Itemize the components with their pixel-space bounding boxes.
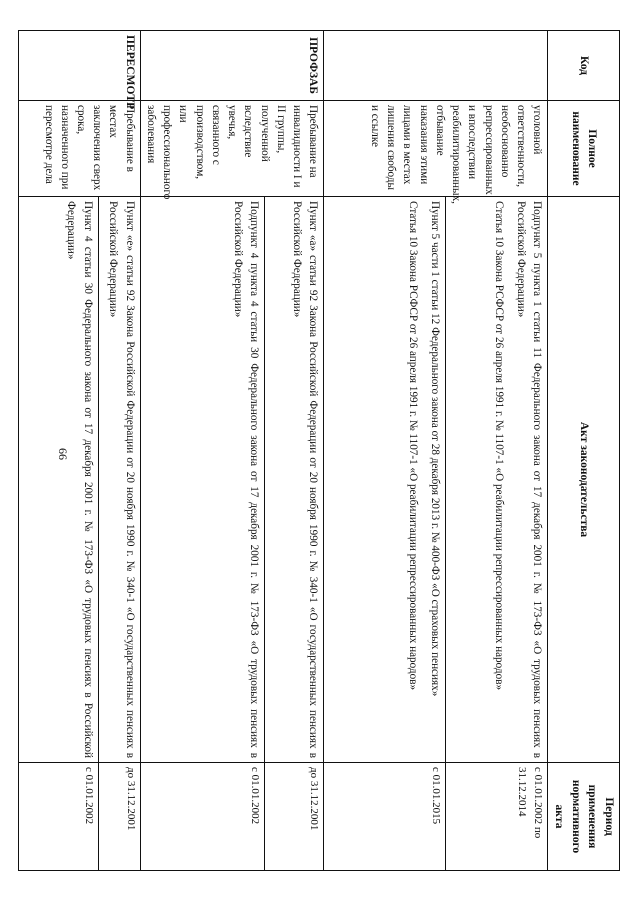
legislation-table <box>18 30 620 871</box>
page-number: 66 <box>56 448 70 460</box>
table-row <box>264 31 323 871</box>
row-legislation-act <box>324 197 446 763</box>
row-legislation-act <box>264 197 323 763</box>
row-period: с 01.01.2015 <box>324 763 446 871</box>
row-period: с 01.01.2002 <box>140 763 264 871</box>
row-code <box>324 31 548 101</box>
row-legislation-act <box>446 197 548 763</box>
row-code: ПРОФЗАБ <box>140 31 324 101</box>
header-full-name: Полное наименование <box>548 101 620 197</box>
act-paragraph: Пункт 4 статьи 30 Федерального закона от 17 декабря 2001 г. № 173-ФЗ «О трудовых пенсиях в Российской Федерации» <box>65 201 94 758</box>
row-period: до 31.12.2001 <box>264 763 323 871</box>
header-code: Код <box>548 31 620 101</box>
row-period: с 01.01.2002 по 31.12.2014 <box>446 763 548 871</box>
act-paragraph: Пункт 5 части 1 статьи 12 Федерального закона от 28 декабря 2013 г. № 400-ФЗ «О страховых пенсиях» <box>429 201 442 697</box>
act-paragraph: Подпункт 5 пункта 1 статьи 11 Федерального закона от 17 декабря 2001 г. № 173-ФЗ «О трудовых пенсиях в Российской Федерации» <box>515 201 544 758</box>
row-period: до 31.12.2001 <box>98 763 140 871</box>
table-header-row <box>548 31 620 871</box>
row-full-name: уголовной ответственности, необоснованно репрессированных и впоследствии реабилитированных, отбывание наказания этими лицами в местах лишения свободы и ссылке <box>324 101 548 197</box>
header-application-period: Период применения нормативного акта <box>548 763 620 871</box>
row-full-name: Пребывание на инвалидности I и II группы, полученной вследствие увечья, связанного с производством, или профессионального заболевания <box>140 101 324 197</box>
table-row <box>446 31 548 871</box>
row-full-name: Пребывание в местах заключения сверх срока, назначенного при пересмотре дела <box>18 101 140 197</box>
act-paragraph: Пункт «а» статьи 92 Закона Российской Федерации от 20 ноября 1990 г. № 340-1 «О государственных пенсиях в Российской Федерации» <box>291 201 320 758</box>
act-paragraph: Статья 10 Закона РСФСР от 26 апреля 1991 г. № 1107-1 «О реабилитации репрессированных народов» <box>492 201 505 691</box>
act-paragraph: Подпункт 4 пункта 4 статьи 30 Федерального закона от 17 декабря 2001 г. № 173-ФЗ «О трудовых пенсиях в Российской Федерации» <box>231 201 260 758</box>
table-row <box>98 31 140 871</box>
row-legislation-act <box>140 197 264 763</box>
row-legislation-act <box>18 197 98 763</box>
row-code: ПЕРЕСМОТР <box>18 31 140 101</box>
act-paragraph: Пункт «е» статьи 92 Закона Российской Федерации от 20 ноября 1990 г. № 340-1 «О государственных пенсиях в Российской Федерации» <box>107 201 136 758</box>
row-legislation-act <box>98 197 140 763</box>
act-paragraph: Статья 10 Закона РСФСР от 26 апреля 1991 г. № 1107-1 «О реабилитации репрессированных народов» <box>407 201 420 691</box>
row-period: с 01.01.2002 <box>18 763 98 871</box>
header-legislation-act: Акт законодательства <box>548 197 620 763</box>
